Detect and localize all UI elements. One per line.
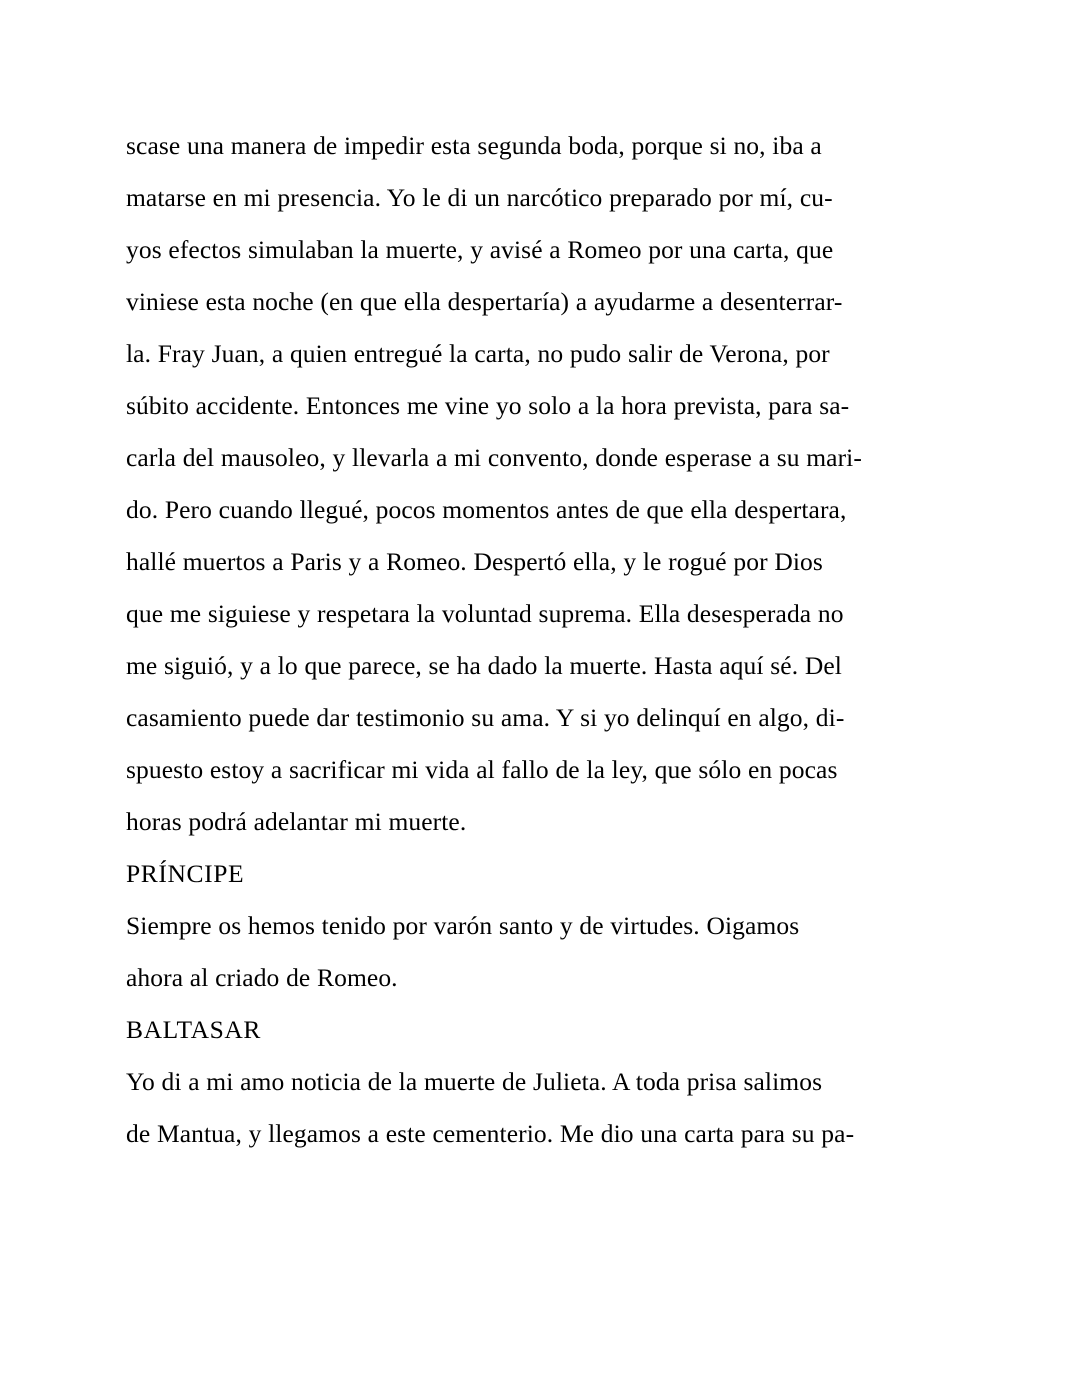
speech-baltasar	[126, 1056, 886, 1160]
text-line: Siempre os hemos tenido por varón santo y de virtudes. Oigamos	[126, 911, 800, 940]
speech-fray-lorenzo-continued	[126, 120, 886, 848]
text-line: scase una manera de impedir esta segunda boda, porque si no, iba a	[126, 131, 822, 160]
speaker-name: BALTASAR	[126, 1015, 262, 1044]
text-line: Yo di a mi amo noticia de la muerte de Julieta. A toda prisa salimos	[126, 1067, 823, 1096]
text-line: matarse en mi presencia. Yo le di un narcótico preparado por mí, cu-	[126, 183, 833, 212]
text-line: casamiento puede dar testimonio su ama. Y si yo delinquí en algo, di-	[126, 703, 845, 732]
text-line: que me siguiese y respetara la voluntad suprema. Ella desesperada no	[126, 599, 844, 628]
speaker-name: PRÍNCIPE	[126, 859, 245, 888]
text-line: viniese esta noche (en que ella despertaría) a ayudarme a desenterrar-	[126, 287, 843, 316]
text-line: horas podrá adelantar mi muerte.	[126, 807, 467, 836]
speaker-principe	[126, 848, 886, 900]
text-line: spuesto estoy a sacrificar mi vida al fallo de la ley, que sólo en pocas	[126, 755, 838, 784]
text-line: de Mantua, y llegamos a este cementerio. Me dio una carta para su pa-	[126, 1119, 855, 1148]
text-line: carla del mausoleo, y llevarla a mi convento, donde esperase a su mari-	[126, 443, 862, 472]
speaker-baltasar	[126, 1004, 886, 1056]
page-text-body	[126, 120, 886, 1160]
text-line: súbito accidente. Entonces me vine yo solo a la hora prevista, para sa-	[126, 391, 850, 420]
text-line: hallé muertos a Paris y a Romeo. Despertó ella, y le rogué por Dios	[126, 547, 823, 576]
text-line: do. Pero cuando llegué, pocos momentos antes de que ella despertara,	[126, 495, 847, 524]
text-line: me siguió, y a lo que parece, se ha dado la muerte. Hasta aquí sé. Del	[126, 651, 842, 680]
text-line: la. Fray Juan, a quien entregué la carta, no pudo salir de Verona, por	[126, 339, 830, 368]
text-line: yos efectos simulaban la muerte, y avisé a Romeo por una carta, que	[126, 235, 834, 264]
speech-principe	[126, 900, 886, 1004]
text-line: ahora al criado de Romeo.	[126, 963, 398, 992]
